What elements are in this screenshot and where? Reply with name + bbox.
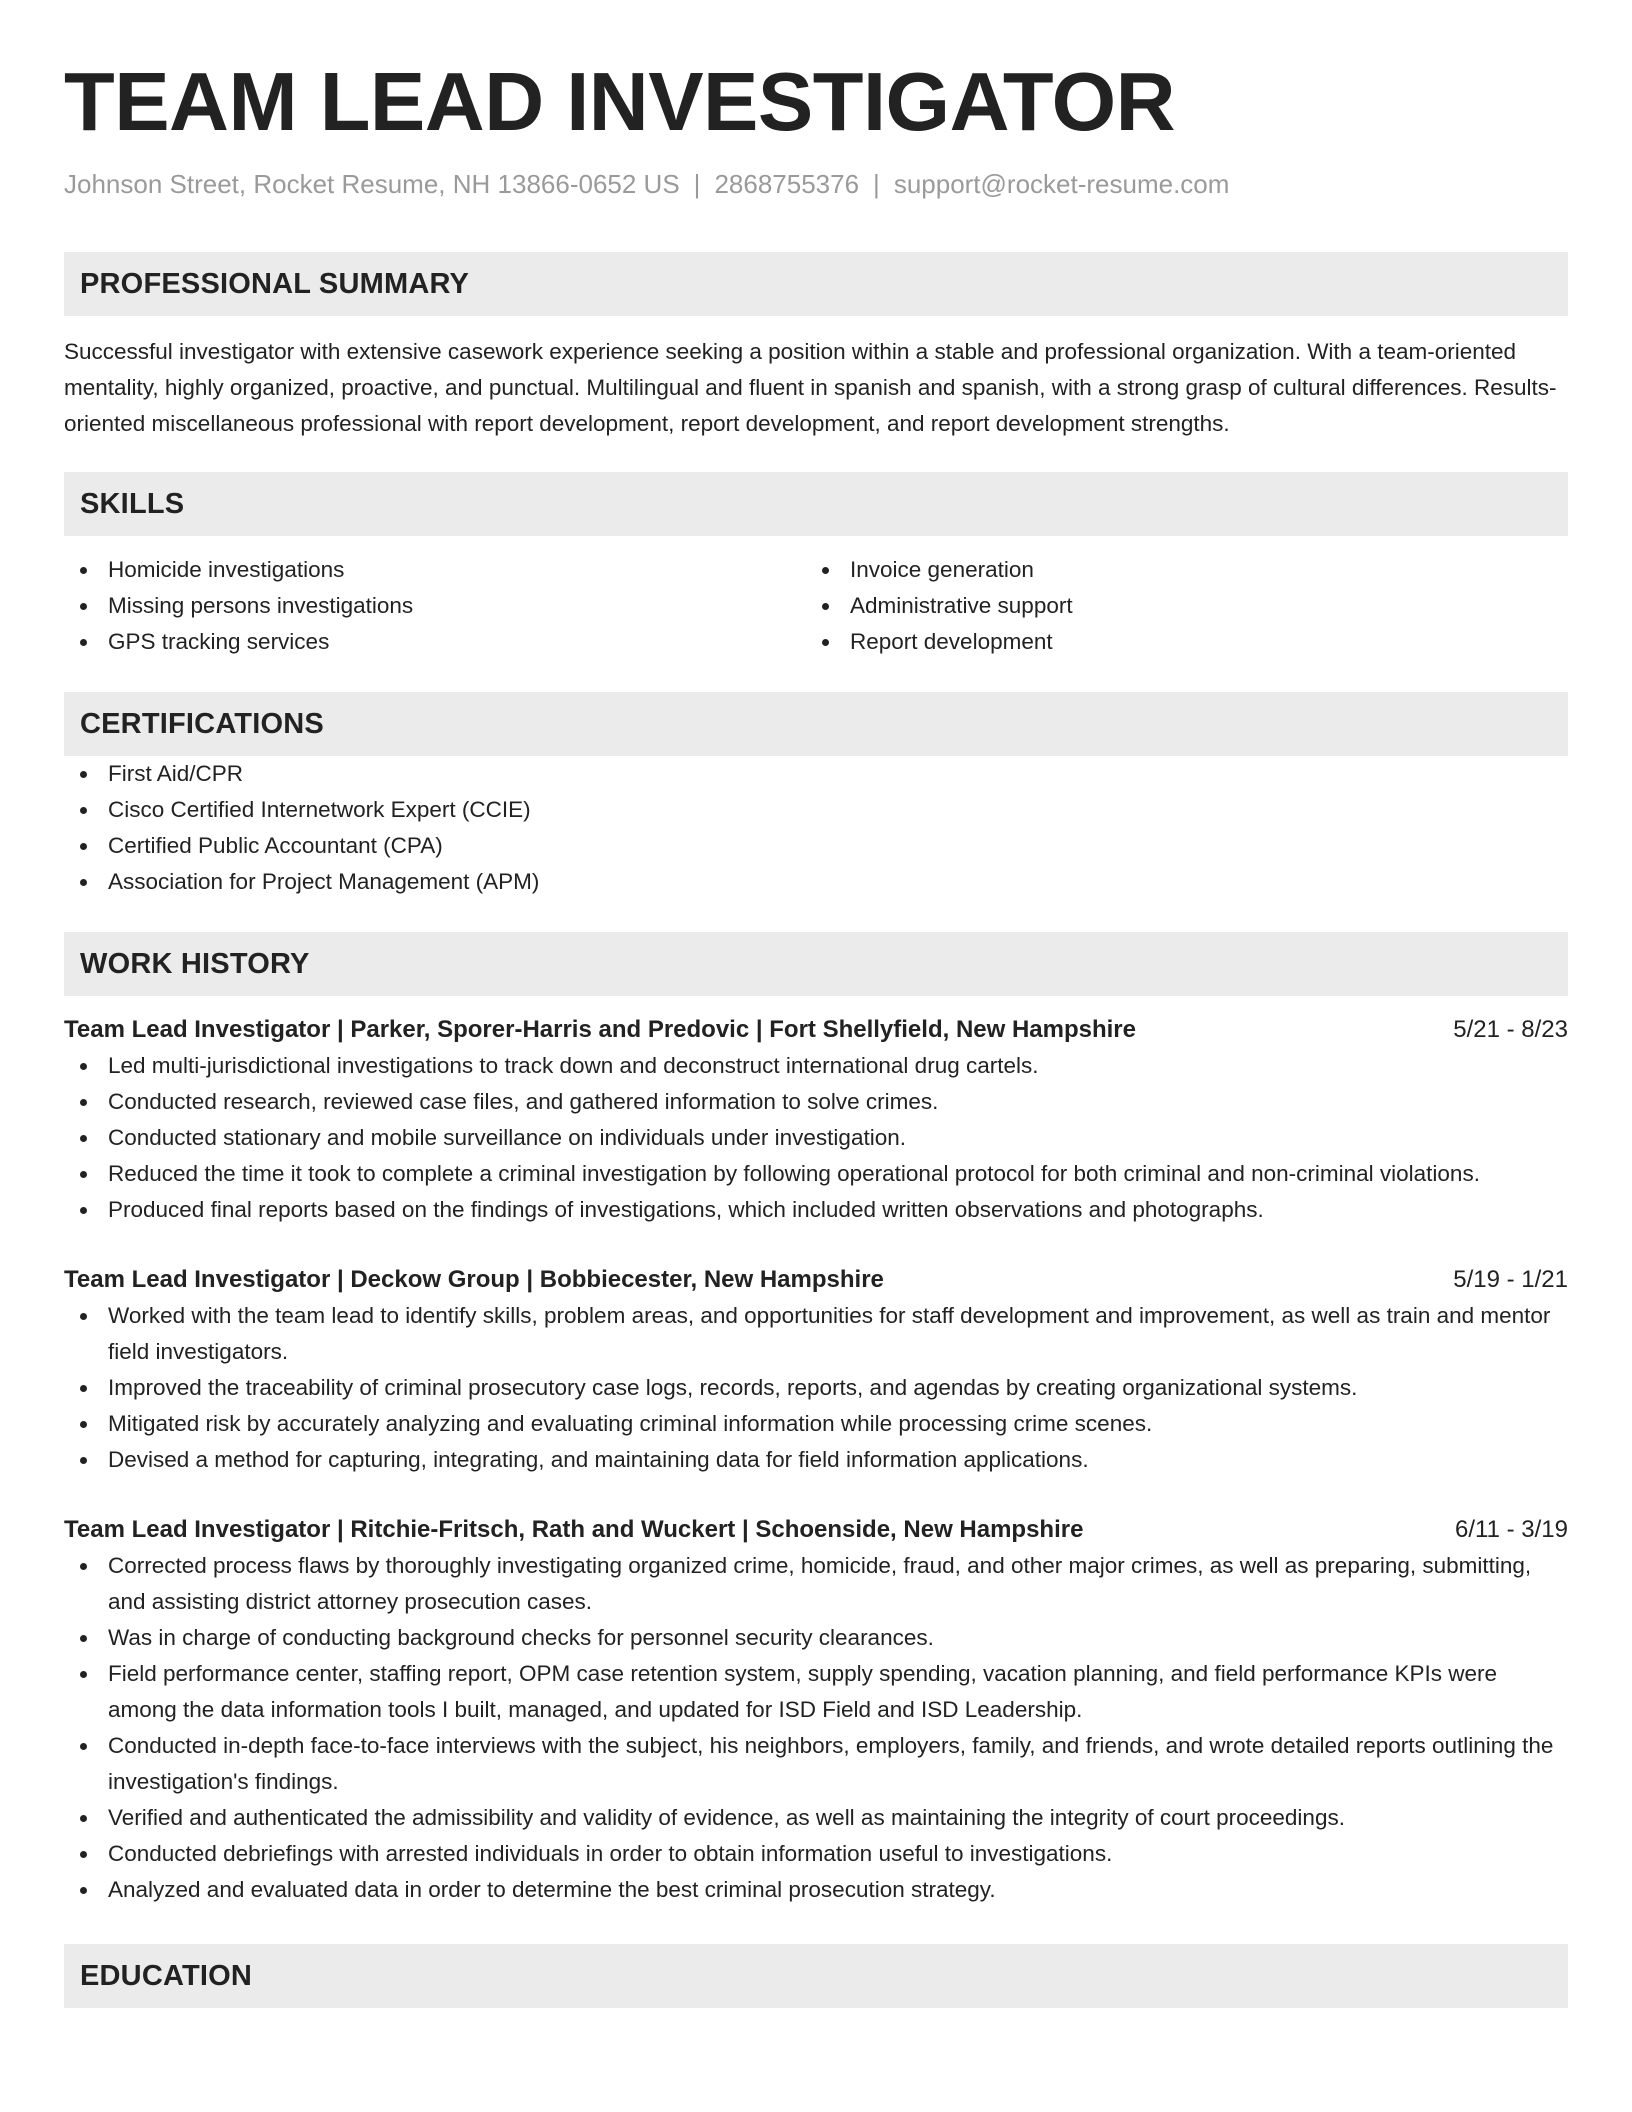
job-bullet: Conducted stationary and mobile surveillance on individuals under investigation. bbox=[64, 1120, 1568, 1156]
skills-column-right bbox=[806, 552, 1548, 660]
job-bullet: Corrected process flaws by thoroughly investigating organized crime, homicide, fraud, and other major crimes, as well as preparing, submitting, and assisting district attorney prosecution cases. bbox=[64, 1548, 1568, 1620]
skills-grid bbox=[64, 552, 1568, 660]
skills-list-left bbox=[64, 552, 806, 660]
job-bullets bbox=[64, 1298, 1568, 1478]
job-bullet: Led multi-jurisdictional investigations to track down and deconstruct international drug cartels. bbox=[64, 1048, 1568, 1084]
job-bullet: Mitigated risk by accurately analyzing and evaluating criminal information while processing crime scenes. bbox=[64, 1406, 1568, 1442]
job-dates: 6/11 - 3/19 bbox=[1455, 1516, 1568, 1543]
skills-list-right bbox=[806, 552, 1548, 660]
contact-email: support@rocket-resume.com bbox=[893, 169, 1230, 199]
job-bullet: Conducted in-depth face-to-face interviews with the subject, his neighbors, employers, family, and friends, and wrote detailed reports outlining the investigation's findings. bbox=[64, 1728, 1568, 1800]
job-bullet: Field performance center, staffing report, OPM case retention system, supply spending, vacation planning, and field performance KPIs were among the data information tools I built, managed, and updated for ISD Field and ISD Leadership. bbox=[64, 1656, 1568, 1728]
section-header-summary bbox=[64, 252, 1568, 316]
job-bullet: Worked with the team lead to identify skills, problem areas, and opportunities for staff development and improvement, as well as train and mentor field investigators. bbox=[64, 1298, 1568, 1370]
job-dates: 5/19 - 1/21 bbox=[1453, 1266, 1568, 1293]
skill-item: Homicide investigations bbox=[64, 552, 806, 588]
job-header bbox=[64, 1512, 1568, 1548]
job-bullets bbox=[64, 1548, 1568, 1908]
section-title: EDUCATION bbox=[80, 1959, 253, 1992]
certification-item: Certified Public Accountant (CPA) bbox=[64, 828, 1568, 864]
job-bullet: Devised a method for capturing, integrating, and maintaining data for field information applications. bbox=[64, 1442, 1568, 1478]
job-bullet: Was in charge of conducting background checks for personnel security clearances. bbox=[64, 1620, 1568, 1656]
contact-line bbox=[64, 166, 1568, 202]
section-title: PROFESSIONAL SUMMARY bbox=[80, 267, 470, 300]
job-title: Team Lead Investigator | Ritchie-Fritsch, Rath and Wuckert | Schoenside, New Hampshire bbox=[64, 1516, 1084, 1543]
job-bullet: Improved the traceability of criminal prosecutory case logs, records, reports, and agendas by creating organizational systems. bbox=[64, 1370, 1568, 1406]
job-bullet: Conducted debriefings with arrested individuals in order to obtain information useful to investigations. bbox=[64, 1836, 1568, 1872]
skill-item: Report development bbox=[806, 624, 1548, 660]
resume-page bbox=[64, 52, 1568, 2008]
skill-item: GPS tracking services bbox=[64, 624, 806, 660]
job-header bbox=[64, 1262, 1568, 1298]
section-title: CERTIFICATIONS bbox=[80, 707, 324, 740]
section-header-certifications bbox=[64, 692, 1568, 756]
section-header-work-history bbox=[64, 932, 1568, 996]
resume-name: TEAM LEAD INVESTIGATOR bbox=[64, 55, 1176, 148]
job-bullet: Conducted research, reviewed case files, and gathered information to solve crimes. bbox=[64, 1084, 1568, 1120]
job-bullet: Produced final reports based on the findings of investigations, which included written observations and photographs. bbox=[64, 1192, 1568, 1228]
section-title: SKILLS bbox=[80, 487, 185, 520]
job-entry bbox=[64, 1012, 1568, 1228]
section-title: WORK HISTORY bbox=[80, 947, 310, 980]
certification-item: Cisco Certified Internetwork Expert (CCIE) bbox=[64, 792, 1568, 828]
job-header bbox=[64, 1012, 1568, 1048]
skill-item: Administrative support bbox=[806, 588, 1548, 624]
contact-separator: | bbox=[693, 169, 701, 199]
skill-item: Invoice generation bbox=[806, 552, 1548, 588]
job-bullet: Reduced the time it took to complete a criminal investigation by following operational protocol for both criminal and non-criminal violations. bbox=[64, 1156, 1568, 1192]
certification-item: Association for Project Management (APM) bbox=[64, 864, 1568, 900]
job-bullet: Analyzed and evaluated data in order to determine the best criminal prosecution strategy. bbox=[64, 1872, 1568, 1908]
section-header-education bbox=[64, 1944, 1568, 2008]
job-title: Team Lead Investigator | Parker, Sporer-Harris and Predovic | Fort Shellyfield, New Hampshire bbox=[64, 1016, 1136, 1043]
summary-text: Successful investigator with extensive casework experience seeking a position within a stable and professional organization. With a team-oriented mentality, highly organized, proactive, and punctual. Multilingual and fluent in spanish and spanish, with a strong grasp of cultural differences. Results-oriented miscellaneous professional with report development, report development, and report development strengths. bbox=[64, 339, 1557, 436]
job-bullet: Verified and authenticated the admissibility and validity of evidence, as well as maintaining the integrity of court proceedings. bbox=[64, 1800, 1568, 1836]
section-header-skills bbox=[64, 472, 1568, 536]
skill-item: Missing persons investigations bbox=[64, 588, 806, 624]
job-dates: 5/21 - 8/23 bbox=[1453, 1016, 1568, 1043]
certifications-list bbox=[64, 756, 1568, 900]
skills-column-left bbox=[64, 552, 806, 660]
job-bullets bbox=[64, 1048, 1568, 1228]
certification-item: First Aid/CPR bbox=[64, 756, 1568, 792]
job-entry bbox=[64, 1512, 1568, 1908]
contact-phone: 2868755376 bbox=[714, 169, 860, 199]
job-title: Team Lead Investigator | Deckow Group | Bobbiecester, New Hampshire bbox=[64, 1266, 884, 1293]
contact-address: Johnson Street, Rocket Resume, NH 13866-0652 US bbox=[64, 169, 680, 199]
contact-separator: | bbox=[873, 169, 880, 199]
job-entry bbox=[64, 1262, 1568, 1478]
